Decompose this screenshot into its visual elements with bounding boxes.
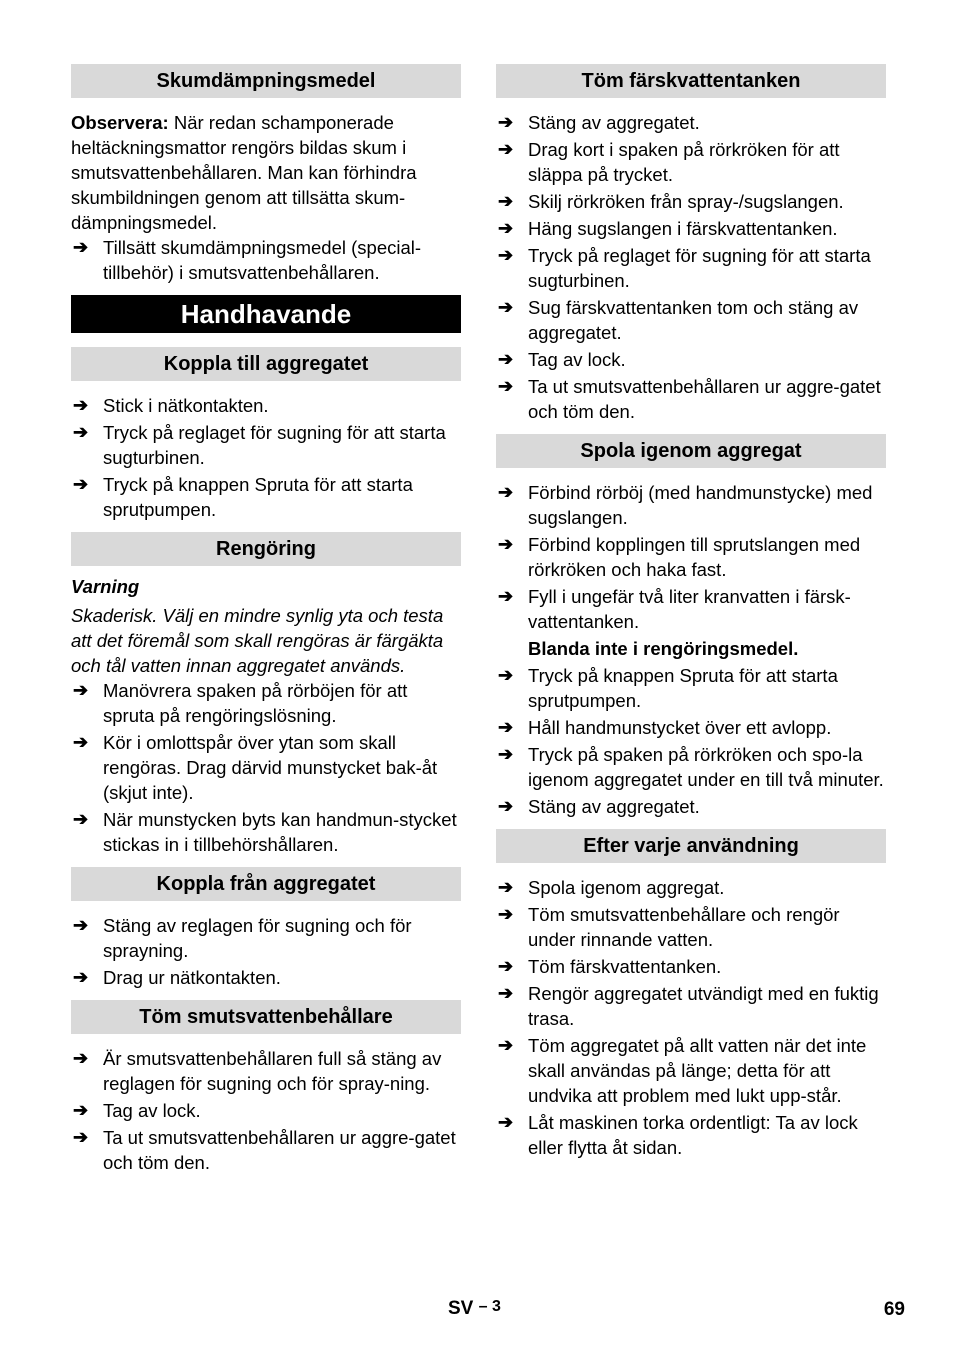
list-item: ➔ Tryck på knappen Spruta för att starta sprutpumpen. [498,665,838,711]
arrow-right-icon: ➔ [73,1100,89,1120]
list-item: ➔ Stick i nätkontakten. [73,395,269,416]
arrow-right-icon: ➔ [498,744,514,764]
arrow-right-icon: ➔ [498,534,514,554]
arrow-right-icon: ➔ [73,237,89,257]
list-item: ➔ Skilj rörkröken från spray-/sugslangen. [498,191,844,212]
arrow-right-icon: ➔ [498,796,514,816]
arrow-right-icon: ➔ [498,376,514,396]
arrow-right-icon: ➔ [498,1112,514,1132]
section-heading-koppla-fran: Koppla från aggregatet [71,867,461,901]
list-item: ➔ Tryck på reglaget för sugning för att starta sugturbinen. [498,245,871,291]
list-item: ➔ Rengör aggregatet utvändigt med en fuktig trasa. [498,983,879,1029]
arrow-right-icon: ➔ [498,218,514,238]
arrow-right-icon: ➔ [498,191,514,211]
list-item: ➔ Förbind kopplingen till sprutslangen med rörkröken och haka fast. [498,534,861,580]
arrow-right-icon: ➔ [498,482,514,502]
list-item: ➔ Tag av lock. [498,349,626,370]
list-item: ➔ Ta ut smutsvattenbehållaren ur aggre-gatet och töm den. [498,376,881,422]
note-paragraph [71,110,461,235]
arrow-right-icon: ➔ [498,717,514,737]
arrow-right-icon: ➔ [73,915,89,935]
warning-text: Skaderisk. Välj en mindre synlig yta och testa att det föremål som skall rengöras är färgäkta och tål vatten innan aggregatet används. [71,605,444,676]
section-heading-efter-varje: Efter varje användning [496,829,886,863]
list-item: ➔ Förbind rörböj (med handmunstycke) med sugslangen. [498,482,873,528]
arrow-right-icon: ➔ [498,139,514,159]
arrow-right-icon: ➔ [73,732,89,752]
list-item: ➔ Tryck på spaken på rörkröken och spo-la igenom aggregatet under en till två minuter. [498,744,884,790]
list-item: ➔ Håll handmunstycket över ett avlopp. [498,717,832,738]
arrow-right-icon: ➔ [498,112,514,132]
list-item: ➔ Drag ur nätkontakten. [73,967,281,988]
list-item: ➔ Töm aggregatet på allt vatten när det inte skall användas på länge; detta för att undvika att problem med lukt upp-står. [498,1035,867,1106]
list-item: ➔ Stäng av aggregatet. [498,112,700,133]
list-item: ➔ Sug färskvattentanken tom och stäng av aggregatet. [498,297,859,343]
list-item: ➔ Tillsätt skumdämpningsmedel (special-tillbehör) i smutsvattenbehållaren. [73,237,422,283]
section-heading-skumdampningsmedel: Skumdämpningsmedel [71,64,461,98]
page-number: 69 [883,1299,905,1320]
list-item: ➔ Tryck på reglaget för sugning för att starta sugturbinen. [73,422,446,468]
list-item: ➔ Drag kort i spaken på rörkröken för att släppa på trycket. [498,139,840,185]
section-heading-koppla-till: Koppla till aggregatet [71,347,461,381]
arrow-right-icon: ➔ [73,395,89,415]
arrow-right-icon: ➔ [498,349,514,369]
section-heading-tom-smutsvatten: Töm smutsvattenbehållare [71,1000,461,1034]
arrow-right-icon: ➔ [73,809,89,829]
list-item: ➔ Låt maskinen torka ordentligt: Ta av lock eller flytta åt sidan. [498,1112,858,1158]
note-text: När redan schamponerade heltäckningsmattor rengörs bildas skum i smutsvattenbehållaren. Man kan förhindra skumbildningen genom att tillsätta skum-dämpningsmedel. [71,112,417,233]
list-item: ➔ Ta ut smutsvattenbehållaren ur aggre-gatet och töm den. [73,1127,456,1173]
arrow-right-icon: ➔ [73,680,89,700]
list-item: ➔ Kör i omlottspår över ytan som skall rengöras. Drag därvid munstycket bak-åt (skjut inte). [73,732,438,803]
arrow-right-icon: ➔ [498,665,514,685]
list-item: ➔ Töm smutsvattenbehållare och rengör under rinnande vatten. [498,904,840,950]
list-item: ➔ Manövrera spaken på rörböjen för att spruta på rengöringslösning. [73,680,408,726]
bold-note: Blanda inte i rengöringsmedel. [528,638,799,659]
list-item: ➔ Fyll i ungefär två liter kranvatten i färsk-vattentanken. [498,586,851,632]
arrow-right-icon: ➔ [498,245,514,265]
list-item: ➔ Tryck på knappen Spruta för att starta sprutpumpen. [73,474,413,520]
arrow-right-icon: ➔ [73,422,89,442]
section-heading-tom-farskvatten: Töm färskvattentanken [496,64,886,98]
list-item: ➔ Är smutsvattenbehållaren full så stäng av reglagen för sugning och för spray-ning. [73,1048,442,1094]
left-column [71,64,461,1177]
arrow-right-icon: ➔ [498,904,514,924]
footer-section-label [448,1298,501,1320]
arrow-right-icon: ➔ [498,297,514,317]
list-item: ➔ Stäng av reglagen för sugning och för sprayning. [73,915,412,961]
arrow-right-icon: ➔ [498,586,514,606]
footer-section-page: – 3 [478,1298,501,1315]
list-item: ➔ Töm färskvattentanken. [498,956,722,977]
arrow-right-icon: ➔ [73,1127,89,1147]
section-heading-spola-igenom: Spola igenom aggregat [496,434,886,468]
warning-heading: Varning [71,576,140,597]
list-item: ➔ När munstycken byts kan handmun-stycket stickas in i tillbehörshållaren. [73,809,457,855]
list-item: ➔ Stäng av aggregatet. [498,796,700,817]
footer-language: SV [448,1298,474,1319]
arrow-right-icon: ➔ [498,877,514,897]
right-column [496,64,886,1162]
arrow-right-icon: ➔ [73,967,89,987]
list-item: ➔ Spola igenom aggregat. [498,877,725,898]
arrow-right-icon: ➔ [73,1048,89,1068]
list-item: ➔ Häng sugslangen i färskvattentanken. [498,218,838,239]
note-label: Observera: [71,112,169,133]
list-item: ➔ Tag av lock. [73,1100,201,1121]
arrow-right-icon: ➔ [498,1035,514,1055]
arrow-right-icon: ➔ [498,956,514,976]
section-heading-rengoring: Rengöring [71,532,461,566]
arrow-right-icon: ➔ [498,983,514,1003]
chapter-heading-handhavande: Handhavande [71,295,461,333]
arrow-right-icon: ➔ [73,474,89,494]
